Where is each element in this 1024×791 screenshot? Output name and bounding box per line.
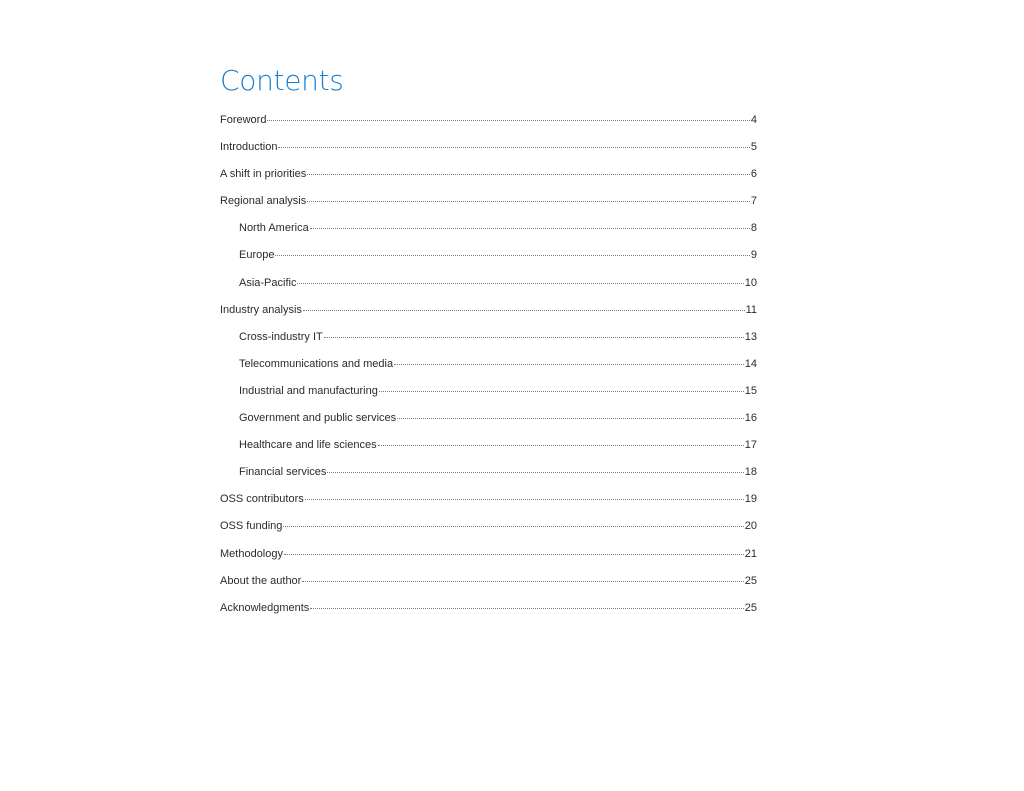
toc-subentry[interactable] xyxy=(220,331,757,358)
toc-entry-label: OSS contributors xyxy=(220,493,304,506)
table-of-contents-page xyxy=(220,64,757,629)
toc-dot-leader xyxy=(307,174,750,175)
toc-page-number: 21 xyxy=(744,547,757,560)
toc-entry-label: Asia-Pacific xyxy=(239,276,297,289)
toc-entry-label: North America xyxy=(239,222,309,235)
toc-subentry[interactable] xyxy=(220,358,757,385)
toc-page-number: 25 xyxy=(744,601,757,614)
toc-list xyxy=(220,114,757,629)
toc-entry[interactable] xyxy=(220,304,757,331)
toc-dot-leader xyxy=(284,554,744,555)
toc-subentry[interactable] xyxy=(220,466,757,493)
toc-dot-leader xyxy=(327,472,743,473)
toc-entry-label: Industry analysis xyxy=(220,303,302,316)
toc-page-number: 16 xyxy=(744,412,757,425)
toc-entry[interactable] xyxy=(220,548,757,575)
toc-entry[interactable] xyxy=(220,141,757,168)
toc-entry-label: Introduction xyxy=(220,141,278,154)
toc-dot-leader xyxy=(379,391,744,392)
toc-dot-leader xyxy=(302,581,743,582)
toc-subentry[interactable] xyxy=(220,412,757,439)
toc-page-number: 15 xyxy=(744,384,757,397)
toc-entry-label: Industrial and manufacturing xyxy=(239,384,378,397)
toc-page-number: 20 xyxy=(744,520,757,533)
toc-subentry[interactable] xyxy=(220,249,757,276)
toc-entry[interactable] xyxy=(220,493,757,520)
toc-entry-label: Cross-industry IT xyxy=(239,330,323,343)
toc-dot-leader xyxy=(310,608,743,609)
toc-entry-label: OSS funding xyxy=(220,520,283,533)
toc-page-number: 25 xyxy=(744,574,757,587)
toc-dot-leader xyxy=(378,445,744,446)
toc-entry[interactable] xyxy=(220,520,757,547)
toc-dot-leader xyxy=(397,418,744,419)
toc-page-number: 9 xyxy=(750,249,757,262)
toc-entry-label: Financial services xyxy=(239,466,327,479)
toc-page-number: 11 xyxy=(745,303,757,316)
toc-page-number: 5 xyxy=(750,141,757,154)
contents-title: Contents xyxy=(220,64,344,97)
toc-entry[interactable] xyxy=(220,195,757,222)
toc-dot-leader xyxy=(267,120,749,121)
toc-entry-label: Regional analysis xyxy=(220,195,307,208)
toc-subentry[interactable] xyxy=(220,222,757,249)
toc-dot-leader xyxy=(275,255,749,256)
toc-dot-leader xyxy=(278,147,749,148)
toc-entry[interactable] xyxy=(220,575,757,602)
toc-entry-label: About the author xyxy=(220,574,302,587)
toc-page-number: 4 xyxy=(750,114,757,126)
toc-entry-label: Acknowledgments xyxy=(220,601,310,614)
toc-page-number: 14 xyxy=(744,357,757,370)
toc-page-number: 17 xyxy=(744,439,757,452)
toc-entry-label: Methodology xyxy=(220,547,283,560)
toc-page-number: 13 xyxy=(744,330,757,343)
toc-entry-label: Foreword xyxy=(220,114,267,126)
toc-entry[interactable] xyxy=(220,168,757,195)
toc-dot-leader xyxy=(283,526,743,527)
toc-page-number: 7 xyxy=(750,195,757,208)
toc-entry[interactable] xyxy=(220,602,757,629)
toc-entry-label: A shift in priorities xyxy=(220,168,307,181)
toc-subentry[interactable] xyxy=(220,439,757,466)
toc-entry[interactable] xyxy=(220,114,757,141)
toc-dot-leader xyxy=(394,364,744,365)
toc-dot-leader xyxy=(297,283,743,284)
toc-page-number: 19 xyxy=(744,493,757,506)
toc-entry-label: Telecommunications and media xyxy=(239,357,394,370)
toc-dot-leader xyxy=(303,310,745,311)
toc-subentry[interactable] xyxy=(220,277,757,304)
toc-page-number: 10 xyxy=(744,276,757,289)
toc-page-number: 18 xyxy=(744,466,757,479)
toc-page-number: 8 xyxy=(750,222,757,235)
toc-entry-label: Europe xyxy=(239,249,275,262)
toc-entry-label: Healthcare and life sciences xyxy=(239,439,377,452)
toc-entry-label: Government and public services xyxy=(239,412,397,425)
toc-dot-leader xyxy=(310,228,750,229)
toc-dot-leader xyxy=(305,499,744,500)
toc-subentry[interactable] xyxy=(220,385,757,412)
toc-page-number: 6 xyxy=(750,168,757,181)
toc-dot-leader xyxy=(324,337,744,338)
toc-dot-leader xyxy=(307,201,750,202)
